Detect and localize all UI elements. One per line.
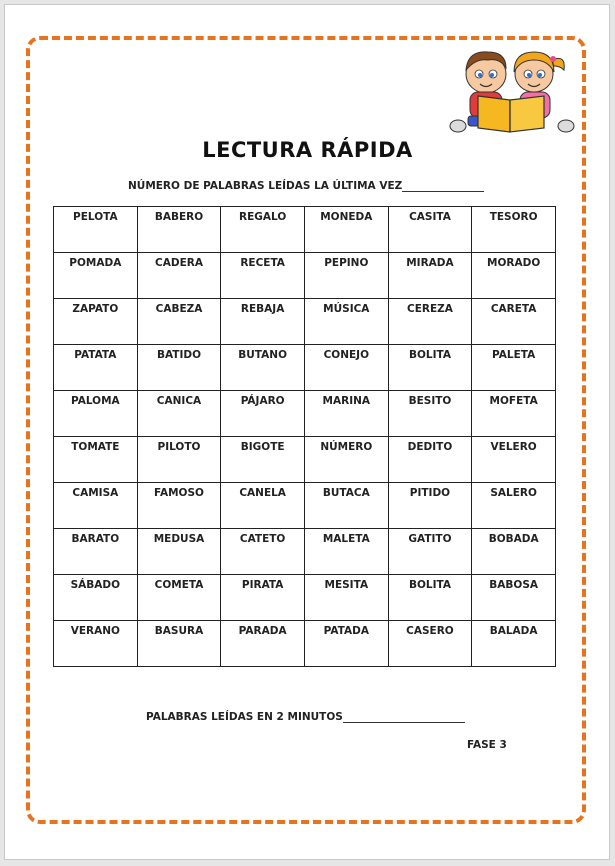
word-cell: BOBADA [472, 529, 556, 575]
word-cell: CASERO [388, 621, 472, 667]
word-cell: GATITO [388, 529, 472, 575]
word-cell: CABEZA [137, 299, 221, 345]
word-cell: MIRADA [388, 253, 472, 299]
word-grid-row [54, 253, 556, 299]
word-cell: MÚSICA [304, 299, 388, 345]
word-cell: MOFETA [472, 391, 556, 437]
word-cell: MESITA [304, 575, 388, 621]
word-cell: PARADA [221, 621, 305, 667]
word-cell: BOLITA [388, 345, 472, 391]
word-cell: TOMATE [54, 437, 138, 483]
children-reading-book-illustration [448, 44, 576, 138]
word-cell: PITIDO [388, 483, 472, 529]
word-grid-row [54, 483, 556, 529]
word-cell: MORADO [472, 253, 556, 299]
word-cell: PALOMA [54, 391, 138, 437]
word-cell: PILOTO [137, 437, 221, 483]
word-cell: BALADA [472, 621, 556, 667]
word-cell: BOLITA [388, 575, 472, 621]
last-time-count-blank[interactable] [402, 180, 484, 192]
word-cell: CASITA [388, 207, 472, 253]
last-time-count-line [128, 180, 484, 192]
word-cell: BESITO [388, 391, 472, 437]
word-cell: PALETA [472, 345, 556, 391]
word-grid-row [54, 345, 556, 391]
word-cell: BARATO [54, 529, 138, 575]
word-cell: VELERO [472, 437, 556, 483]
word-cell: CADERA [137, 253, 221, 299]
word-cell: PELOTA [54, 207, 138, 253]
word-cell: REGALO [221, 207, 305, 253]
two-minutes-count-label: PALABRAS LEÍDAS EN 2 MINUTOS [146, 711, 343, 723]
word-cell: CAMISA [54, 483, 138, 529]
word-grid-row [54, 207, 556, 253]
two-minutes-count-line [146, 711, 465, 723]
word-grid-row [54, 391, 556, 437]
word-cell: SÁBADO [54, 575, 138, 621]
word-cell: MALETA [304, 529, 388, 575]
word-cell: PEPINO [304, 253, 388, 299]
word-grid-row [54, 437, 556, 483]
word-cell: MARINA [304, 391, 388, 437]
word-cell: PIRATA [221, 575, 305, 621]
word-cell: CARETA [472, 299, 556, 345]
word-cell: BUTANO [221, 345, 305, 391]
word-cell: COMETA [137, 575, 221, 621]
word-cell: MEDUSA [137, 529, 221, 575]
book-shape [478, 96, 544, 132]
page-title: LECTURA RÁPIDA [202, 138, 413, 162]
word-cell: DEDITO [388, 437, 472, 483]
word-cell: FAMOSO [137, 483, 221, 529]
word-grid-row [54, 575, 556, 621]
word-grid-row [54, 529, 556, 575]
word-cell: CANICA [137, 391, 221, 437]
word-cell: NÚMERO [304, 437, 388, 483]
word-cell: PATATA [54, 345, 138, 391]
word-grid-row [54, 299, 556, 345]
word-cell: BABOSA [472, 575, 556, 621]
last-time-count-label: NÚMERO DE PALABRAS LEÍDAS LA ÚLTIMA VEZ [128, 180, 403, 192]
word-cell: SALERO [472, 483, 556, 529]
word-cell: CONEJO [304, 345, 388, 391]
word-cell: TESORO [472, 207, 556, 253]
word-cell: POMADA [54, 253, 138, 299]
word-grid-row [54, 621, 556, 667]
word-cell: BIGOTE [221, 437, 305, 483]
word-cell: BASURA [137, 621, 221, 667]
word-cell: PATADA [304, 621, 388, 667]
word-cell: RECETA [221, 253, 305, 299]
word-grid [53, 206, 556, 667]
word-cell: BATIDO [137, 345, 221, 391]
word-cell: BABERO [137, 207, 221, 253]
word-cell: PÁJARO [221, 391, 305, 437]
word-cell: REBAJA [221, 299, 305, 345]
word-cell: CANELA [221, 483, 305, 529]
word-cell: ZAPATO [54, 299, 138, 345]
two-minutes-count-blank[interactable] [343, 711, 465, 723]
word-cell: VERANO [54, 621, 138, 667]
word-cell: CATETO [221, 529, 305, 575]
word-cell: CEREZA [388, 299, 472, 345]
word-cell: MONEDA [304, 207, 388, 253]
word-cell: BUTACA [304, 483, 388, 529]
phase-label: FASE 3 [467, 739, 507, 751]
